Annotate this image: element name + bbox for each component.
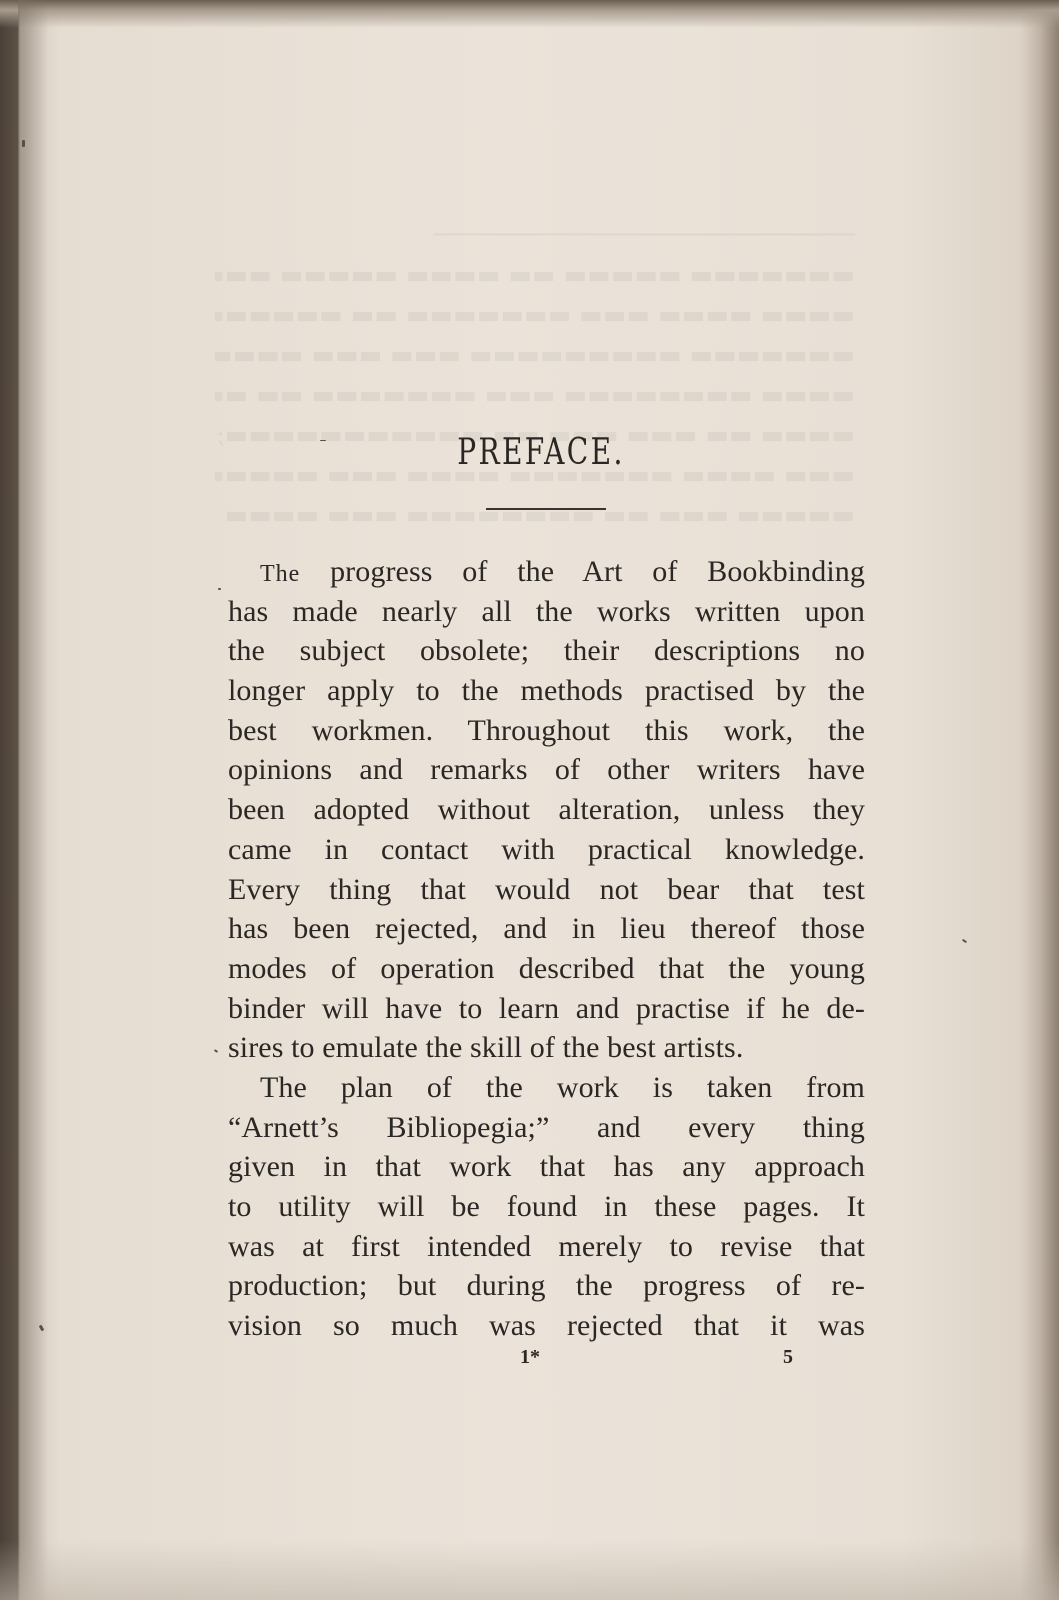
paper-speck	[214, 1049, 218, 1053]
text-line: production; but during the progress of re-	[228, 1269, 865, 1303]
text-line: came in contact with practical knowledge.	[228, 832, 865, 866]
text-line: modes of operation described that the young	[228, 951, 865, 985]
text-line: longer apply to the methods practised by the	[228, 674, 865, 708]
page-title: PREFACE.	[457, 432, 625, 474]
text-line: The plan of the work is taken from	[260, 1070, 865, 1104]
text-line: opinions and remarks of other writers have	[228, 753, 865, 787]
top-edge-shadow	[0, 0, 1059, 28]
text-line: binder will have to learn and practise if he de-	[228, 991, 865, 1025]
text-line: sires to emulate the skill of the best artists.	[228, 1031, 744, 1065]
binding-gutter	[18, 0, 48, 1600]
paper-speck	[320, 440, 326, 441]
text-line: best workmen. Throughout this work, the	[228, 713, 865, 747]
page-number: 5	[783, 1346, 793, 1368]
small-caps-lead: The	[260, 561, 301, 587]
bottom-edge-shade	[0, 1540, 1059, 1600]
text-line: has made nearly all the works written upon	[228, 594, 865, 628]
title-rule	[486, 508, 606, 510]
preface-body	[228, 552, 865, 1346]
paper-speck	[218, 588, 221, 590]
text-line: has been rejected, and in lieu thereof those	[228, 912, 865, 946]
paper-speck	[962, 939, 967, 944]
text-line: Every thing that would not bear that test	[228, 872, 865, 906]
paper-speck	[22, 140, 25, 147]
show-through-text	[215, 215, 855, 535]
text-line: vision so much was rejected that it was	[228, 1309, 865, 1343]
line-text: progress of the Art of Bookbinding	[330, 555, 865, 588]
signature-mark: 1*	[520, 1346, 540, 1368]
text-line: the subject obsolete; their descriptions no	[228, 634, 865, 668]
text-line: to utility will be found in these pages. It	[228, 1190, 865, 1223]
text-line: given in that work that has any approach	[228, 1150, 865, 1184]
text-line	[228, 552, 865, 592]
text-line: been adopted without alteration, unless they	[228, 793, 865, 827]
text-line: was at first intended merely to revise that	[228, 1229, 865, 1263]
text-line: “Arnett’s Bibliopegia;” and every thing	[228, 1110, 865, 1144]
